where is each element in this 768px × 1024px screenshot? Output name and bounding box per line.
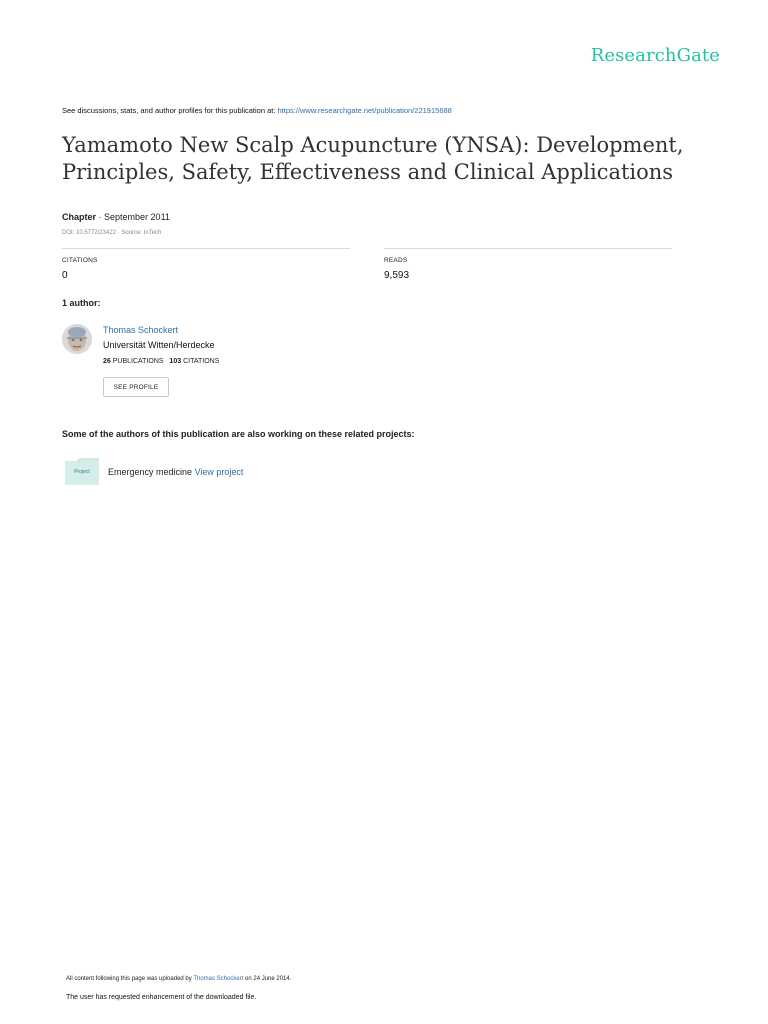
uploader-link[interactable]: Thomas Schockert bbox=[193, 976, 244, 982]
avatar-photo-icon bbox=[62, 324, 92, 354]
upload-note bbox=[66, 976, 291, 982]
publication-date: · September 2011 bbox=[98, 212, 170, 222]
author-affiliation: Universität Witten/Herdecke bbox=[103, 340, 215, 350]
reads-label: READS bbox=[384, 257, 408, 264]
publications-count: 26 bbox=[103, 358, 111, 365]
reads-value: 9,593 bbox=[384, 270, 410, 281]
publication-type: Chapter bbox=[62, 212, 97, 222]
author-avatar[interactable] bbox=[62, 324, 92, 354]
project-entry bbox=[108, 467, 243, 477]
discussion-prefix: See discussions, stats, and author profiles for this publication at: bbox=[62, 106, 276, 115]
upload-date: on 24 June 2014. bbox=[245, 976, 292, 982]
publication-meta bbox=[62, 212, 170, 222]
author-name-link[interactable]: Thomas Schockert bbox=[103, 325, 179, 335]
doi-source: DOI: 10.5772/23422 · Source: InTech bbox=[62, 230, 162, 236]
author-counts bbox=[103, 358, 219, 365]
authors-heading: 1 author: bbox=[62, 298, 101, 308]
enhancement-note: The user has requested enhancement of the downloaded file. bbox=[66, 994, 257, 1001]
publications-label: PUBLICATIONS bbox=[112, 358, 164, 365]
related-projects-heading: Some of the authors of this publication are also working on these related projects: bbox=[62, 429, 415, 439]
upload-prefix: All content following this page was uploaded by bbox=[66, 976, 192, 982]
citations-value: 0 bbox=[62, 270, 68, 281]
project-folder-icon[interactable] bbox=[65, 458, 99, 485]
divider-right bbox=[384, 248, 672, 249]
project-name: Emergency medicine bbox=[108, 467, 193, 477]
citations-label: CITATIONS bbox=[62, 257, 98, 264]
publication-url-link[interactable]: https://www.researchgate.net/publication/221915688 bbox=[277, 106, 452, 115]
project-icon-label: Project bbox=[74, 469, 90, 475]
divider-left bbox=[62, 248, 350, 249]
author-citations-count: 103 bbox=[169, 358, 182, 365]
researchgate-logo: ResearchGate bbox=[590, 45, 720, 66]
view-project-link[interactable]: View project bbox=[194, 467, 244, 477]
see-profile-button[interactable]: SEE PROFILE bbox=[103, 377, 169, 397]
publication-title: Yamamoto New Scalp Acupuncture (YNSA): Development, Principles, Safety, Effectiveness and Clinical Applications bbox=[62, 133, 684, 184]
discussion-line bbox=[62, 106, 452, 115]
author-citations-label: CITATIONS bbox=[183, 358, 220, 365]
